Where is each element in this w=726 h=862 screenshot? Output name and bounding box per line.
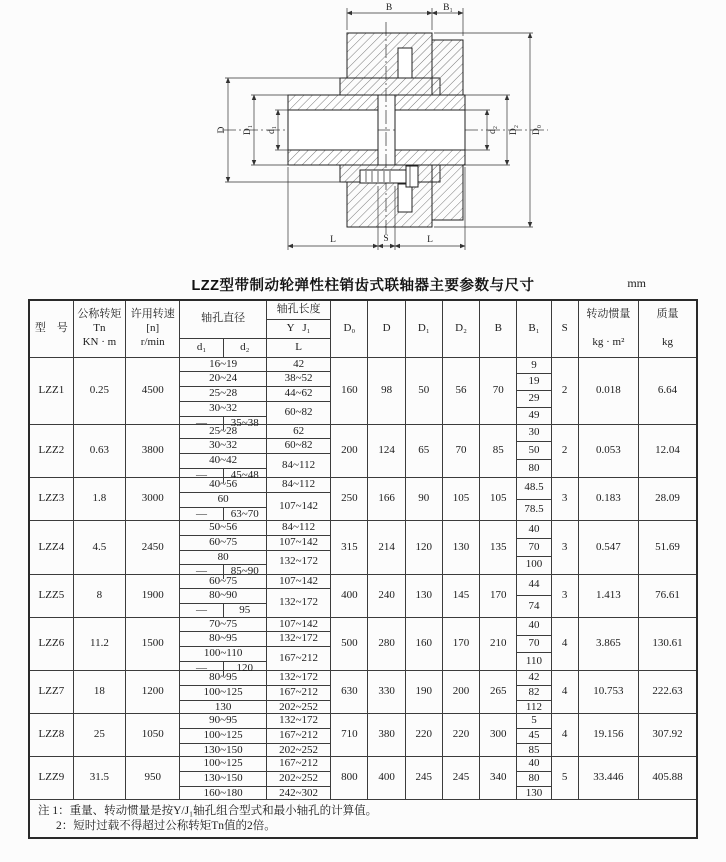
length-subrow: 84~112 [282, 521, 316, 534]
torque-cell: 4.5 [73, 521, 125, 575]
bore-subrow: 20~24 [180, 371, 266, 386]
B1-subrow: 130 [517, 786, 550, 801]
col-header-S: S [551, 300, 578, 357]
B1-subrow: 110 [517, 652, 550, 670]
dim-label-L-left: L [330, 235, 336, 245]
model-cell: LZZ8 [29, 714, 73, 757]
bore-subrow: 16~19 [209, 357, 238, 370]
bore-subrow: 40~42 [180, 453, 266, 468]
bore-subrow: 80~95 [180, 631, 266, 646]
speed-cell: 1050 [126, 714, 180, 757]
B-cell: 70 [480, 357, 517, 424]
mass-cell: 6.64 [639, 357, 697, 424]
B1-subrow: 100 [517, 556, 550, 574]
D2-cell: 56 [442, 357, 479, 424]
D1-cell: 190 [405, 671, 442, 714]
bore-d1: — [180, 565, 223, 579]
length-subrow: 42 [293, 357, 305, 370]
S-cell: 3 [551, 574, 578, 617]
spec-row-LZZ3 [29, 478, 697, 521]
inertia-cell: 33.446 [578, 757, 638, 800]
dim-label-d2: d₂ [488, 125, 498, 135]
S-cell: 3 [551, 478, 578, 521]
spec-rows [29, 357, 697, 800]
bore-subrow: 70~75 [209, 617, 238, 630]
D1-cell: 245 [405, 757, 442, 800]
length-subrow: 202~252 [267, 700, 330, 715]
B1-subrow: 44 [528, 578, 540, 591]
spec-table-header [29, 300, 697, 357]
bore-subrow: 30~32 [180, 438, 266, 453]
bore-d2: 95 [239, 604, 251, 617]
mass-cell: 28.09 [639, 478, 697, 521]
bore-subrow [180, 507, 266, 522]
B1-subrow: 40 [528, 757, 540, 770]
D1-cell: 90 [405, 478, 442, 521]
speed-cell: 950 [126, 757, 180, 800]
col-header-torque [73, 300, 125, 357]
S-cell: 4 [551, 671, 578, 714]
D-cell: 380 [368, 714, 405, 757]
S-cell: 2 [551, 357, 578, 424]
col-header-length: 轴孔长度 [266, 300, 330, 319]
B1-cell [517, 478, 551, 521]
B1-subrow: 48.5 [524, 481, 544, 494]
B1-subrow: 30 [528, 426, 540, 439]
bore-d1: — [180, 469, 223, 483]
B1-cell [517, 521, 551, 575]
B1-subrow: 85 [517, 743, 550, 758]
model-cell: LZZ7 [29, 671, 73, 714]
length-subrow: 84~112 [282, 478, 316, 491]
speed-cell: 1900 [126, 574, 180, 617]
length-subrow: 132~172 [279, 714, 319, 727]
length-subrow: 107~142 [279, 617, 319, 630]
length-subrow: 107~142 [267, 492, 330, 520]
bore-cell [180, 478, 267, 521]
spec-row-LZZ8 [29, 714, 697, 757]
note-line-2: 2：短时过载不得超过公称转矩Tn值的2倍。 [56, 819, 276, 832]
length-cell [266, 574, 330, 617]
page-title: LZZ型带制动轮弹性柱销齿式联轴器主要参数与尺寸 [191, 278, 535, 294]
D2-cell: 70 [442, 424, 479, 478]
D0-cell: 315 [331, 521, 368, 575]
torque-cell: 8 [73, 574, 125, 617]
bore-subrow: 30~32 [180, 401, 266, 416]
D1-cell: 120 [405, 521, 442, 575]
D2-cell: 200 [442, 671, 479, 714]
bore-subrow: 100~110 [180, 646, 266, 661]
length-subrow: 84~112 [267, 453, 330, 477]
torque-cell: 1.8 [73, 478, 125, 521]
B1-cell [517, 357, 551, 424]
B1-subrow: 5 [531, 714, 537, 727]
B1-cell [517, 617, 551, 671]
spec-row-LZZ1 [29, 357, 697, 424]
S-cell: 4 [551, 617, 578, 671]
S-cell: 3 [551, 521, 578, 575]
header-line: 质量 [656, 308, 679, 320]
col-header-d2: d₂ [223, 338, 266, 357]
length-cell [266, 424, 330, 478]
length-subrow: 167~212 [279, 757, 319, 770]
D1-cell: 220 [405, 714, 442, 757]
D2-cell: 145 [442, 574, 479, 617]
inertia-cell: 1.413 [578, 574, 638, 617]
model-cell: LZZ2 [29, 424, 73, 478]
bore-subrow: 80~95 [209, 671, 238, 684]
spec-row-LZZ7 [29, 671, 697, 714]
bore-cell [180, 671, 267, 714]
B1-subrow: 80 [517, 771, 550, 786]
spec-table [28, 299, 698, 839]
technical-drawing [0, 0, 726, 268]
length-subrow: 107~142 [279, 574, 319, 587]
length-cell [266, 521, 330, 575]
inertia-cell: 10.753 [578, 671, 638, 714]
col-header-model: 型 号 [29, 300, 73, 357]
spec-row-LZZ5 [29, 574, 697, 617]
bore-d1: — [180, 662, 223, 676]
D1-cell: 65 [405, 424, 442, 478]
length-subrow: 60~82 [267, 401, 330, 424]
B-cell: 170 [480, 574, 517, 617]
length-subrow: 62 [293, 424, 305, 437]
col-header-inertia [578, 300, 638, 357]
dim-label-D0: D₀ [532, 124, 542, 136]
header-line: [n] [146, 321, 160, 334]
right-hub-section [395, 95, 465, 165]
D-cell: 166 [368, 478, 405, 521]
length-cell [266, 757, 330, 800]
speed-cell: 1500 [126, 617, 180, 671]
dim-label-D1: D₁ [243, 124, 253, 136]
D0-cell: 500 [331, 617, 368, 671]
B1-cell [517, 757, 551, 800]
length-subrow: 132~172 [267, 550, 330, 574]
length-subrow: 60~82 [267, 438, 330, 453]
bore-d2: 35~38 [230, 416, 259, 429]
speed-cell: 3800 [126, 424, 180, 478]
model-cell: LZZ1 [29, 357, 73, 424]
B1-subrow: 50 [517, 441, 550, 459]
bore-d1: — [180, 604, 223, 618]
dim-label-D2: D₂ [509, 124, 519, 136]
model-cell: LZZ9 [29, 757, 73, 800]
D2-cell: 220 [442, 714, 479, 757]
length-subrow: 167~212 [267, 646, 330, 670]
bore-subrow: 130~150 [180, 771, 266, 786]
B1-subrow: 80 [517, 459, 550, 477]
S-cell: 5 [551, 757, 578, 800]
col-header-speed [126, 300, 180, 357]
inertia-cell: 0.018 [578, 357, 638, 424]
D-cell: 240 [368, 574, 405, 617]
bore-d2: 120 [236, 661, 253, 674]
bore-subrow [180, 603, 266, 618]
bore-subrow: 40~56 [209, 478, 238, 491]
mass-cell: 76.61 [639, 574, 697, 617]
spec-row-LZZ9 [29, 757, 697, 800]
bore-subrow: 25~28 [209, 424, 238, 437]
bore-cell [180, 521, 267, 578]
D1-cell: 160 [405, 617, 442, 671]
length-cell [266, 357, 330, 424]
inertia-cell: 3.865 [578, 617, 638, 671]
col-header-d1: d₁ [180, 338, 223, 357]
header-line: Tn [93, 321, 106, 334]
length-subrow: 107~142 [267, 535, 330, 550]
length-subrow: 132~172 [279, 671, 319, 684]
header-line: KN · m [82, 335, 117, 348]
bore-subrow: 130 [180, 700, 266, 715]
col-header-D1: D₁ [405, 300, 442, 357]
D-cell: 98 [368, 357, 405, 424]
B-cell: 85 [480, 424, 517, 478]
B1-subrow: 29 [517, 390, 550, 407]
bore-subrow: 130~150 [180, 743, 266, 758]
D0-cell: 400 [331, 574, 368, 617]
model-cell: LZZ4 [29, 521, 73, 575]
bore-subrow: 160~180 [180, 786, 266, 801]
mass-cell: 222.63 [639, 671, 697, 714]
title-row [28, 274, 698, 294]
left-hub-section [288, 95, 378, 165]
torque-cell: 31.5 [73, 757, 125, 800]
model-cell: LZZ6 [29, 617, 73, 671]
B1-subrow: 112 [517, 700, 550, 715]
B1-subrow: 45 [517, 728, 550, 743]
D-cell: 280 [368, 617, 405, 671]
header-line: kg · m² [592, 335, 625, 348]
note-line-1: 注 1：重量、转动惯量是按Y/J₁轴孔组合型式和最小轴孔的计算值。 [38, 805, 378, 818]
model-cell: LZZ5 [29, 574, 73, 617]
length-subrow: 242~302 [267, 786, 330, 801]
bore-d1: — [180, 508, 223, 522]
B-cell: 300 [480, 714, 517, 757]
bore-subrow: 80~90 [180, 588, 266, 603]
bore-subrow: 100~125 [180, 728, 266, 743]
D2-cell: 170 [442, 617, 479, 671]
dim-label-B: B [385, 3, 393, 13]
length-subrow: 202~252 [267, 743, 330, 758]
spec-row-LZZ2 [29, 424, 697, 478]
torque-cell: 18 [73, 671, 125, 714]
torque-cell: 25 [73, 714, 125, 757]
bore-cell [180, 357, 267, 429]
col-header-B: B [480, 300, 517, 357]
D-cell: 400 [368, 757, 405, 800]
bore-subrow: 100~125 [203, 757, 243, 770]
length-cell [266, 671, 330, 714]
bore-subrow: 50~56 [209, 521, 238, 534]
dim-label-L-right: L [427, 235, 433, 245]
inertia-cell: 0.183 [578, 478, 638, 521]
speed-cell: 4500 [126, 357, 180, 424]
torque-cell: 0.25 [73, 357, 125, 424]
B1-subrow: 9 [531, 358, 537, 371]
length-cell [266, 617, 330, 671]
mass-cell: 405.88 [639, 757, 697, 800]
inertia-cell: 0.547 [578, 521, 638, 575]
B1-subrow: 40 [528, 522, 540, 535]
D1-cell: 130 [405, 574, 442, 617]
header-line: r/min [140, 335, 165, 348]
dim-label-B1: B₁ [443, 3, 453, 13]
B-cell: 265 [480, 671, 517, 714]
bore-cell [180, 757, 267, 800]
B1-subrow: 42 [528, 671, 540, 684]
length-cell [266, 478, 330, 521]
B1-subrow: 70 [517, 635, 550, 653]
B1-subrow: 74 [517, 595, 550, 617]
header-line: kg [662, 335, 674, 348]
B1-cell [517, 714, 551, 757]
torque-cell: 0.63 [73, 424, 125, 478]
B1-subrow: 40 [528, 619, 540, 632]
B1-subrow: 19 [517, 373, 550, 390]
col-header-D0: D₀ [331, 300, 368, 357]
bore-subrow: 80 [180, 550, 266, 565]
inertia-cell: 19.156 [578, 714, 638, 757]
B1-cell [517, 574, 551, 617]
spec-row-LZZ4 [29, 521, 697, 575]
mass-cell: 51.69 [639, 521, 697, 575]
model-cell: LZZ3 [29, 478, 73, 521]
col-header-mass [639, 300, 697, 357]
B1-subrow: 70 [517, 538, 550, 556]
B-cell: 340 [480, 757, 517, 800]
D0-cell: 630 [331, 671, 368, 714]
D0-cell: 800 [331, 757, 368, 800]
col-header-D: D [368, 300, 405, 357]
D-cell: 124 [368, 424, 405, 478]
B1-cell [517, 671, 551, 714]
unit-label: mm [627, 276, 646, 290]
bore-cell [180, 424, 267, 481]
bore-d2: 63~70 [230, 507, 259, 520]
header-line: 许用转速 [130, 308, 175, 321]
B1-subrow: 49 [517, 407, 550, 424]
length-subrow: 167~212 [267, 685, 330, 700]
D-cell: 214 [368, 521, 405, 575]
col-header-length-type: Y J₁ [266, 319, 330, 338]
length-subrow: 132~172 [267, 588, 330, 616]
length-subrow: 202~252 [267, 771, 330, 786]
bore-d2: 45~48 [230, 468, 259, 481]
D2-cell: 105 [442, 478, 479, 521]
speed-cell: 2450 [126, 521, 180, 575]
col-header-bore: 轴孔直径 [180, 300, 267, 338]
S-cell: 2 [551, 424, 578, 478]
speed-cell: 3000 [126, 478, 180, 521]
bore-subrow: 60~75 [180, 535, 266, 550]
coupling-cross-section [0, 0, 726, 268]
mass-cell: 307.92 [639, 714, 697, 757]
bore-cell [180, 714, 267, 757]
spec-table-footer [29, 800, 697, 838]
col-header-L: L [266, 338, 330, 357]
bore-subrow: 60 [180, 492, 266, 507]
bore-d1: — [180, 417, 223, 431]
header-line: 公称转矩 [77, 308, 122, 321]
header-line: 转动惯量 [586, 308, 631, 320]
dim-label-d1: d₁ [267, 125, 277, 135]
S-cell: 4 [551, 714, 578, 757]
speed-cell: 1200 [126, 671, 180, 714]
length-subrow: 38~52 [267, 371, 330, 386]
B1-subrow: 82 [517, 685, 550, 700]
D0-cell: 160 [331, 357, 368, 424]
col-header-B1: B₁ [517, 300, 551, 357]
dim-label-D: D [217, 126, 227, 134]
length-subrow: 44~62 [267, 386, 330, 401]
table-notes [29, 800, 697, 838]
D-cell: 330 [368, 671, 405, 714]
B-cell: 135 [480, 521, 517, 575]
torque-cell: 11.2 [73, 617, 125, 671]
B-cell: 105 [480, 478, 517, 521]
dim-label-S: S [383, 234, 389, 244]
D0-cell: 710 [331, 714, 368, 757]
D2-cell: 130 [442, 521, 479, 575]
bore-subrow: 60~75 [209, 574, 238, 587]
bore-subrow: 25~28 [180, 386, 266, 401]
B1-cell [517, 424, 551, 478]
bore-cell [180, 617, 267, 674]
spec-row-LZZ6 [29, 617, 697, 671]
D0-cell: 200 [331, 424, 368, 478]
D2-cell: 245 [442, 757, 479, 800]
length-subrow: 167~212 [267, 728, 330, 743]
mass-cell: 12.04 [639, 424, 697, 478]
bore-d2: 85~90 [230, 565, 259, 578]
B-cell: 210 [480, 617, 517, 671]
D1-cell: 50 [405, 357, 442, 424]
mass-cell: 130.61 [639, 617, 697, 671]
col-header-D2: D₂ [442, 300, 479, 357]
inertia-cell: 0.053 [578, 424, 638, 478]
length-subrow: 132~172 [267, 631, 330, 646]
D0-cell: 250 [331, 478, 368, 521]
length-cell [266, 714, 330, 757]
bore-subrow: 100~125 [180, 685, 266, 700]
bore-cell [180, 574, 267, 617]
B1-subrow: 78.5 [517, 499, 550, 521]
bore-subrow: 90~95 [209, 714, 238, 727]
